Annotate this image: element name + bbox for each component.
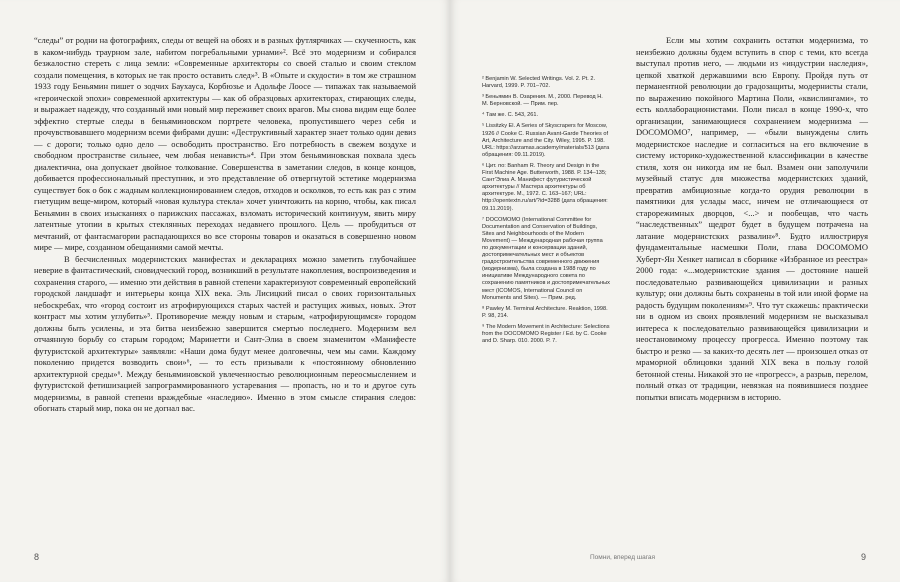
- footnote-5: ⁵ Lissitzky El. A Series of Skyscrapers for Moscow, 1926 // Cooke C. Russian Avant-Garde Theories of Art, Architecture and the City. Wiley, 1995. P. 198. URL: https://arzamas.academy/materials/513 (дата обращения: 09.11.2019).: [482, 123, 610, 158]
- footnote-2: ² Benjamin W. Selected Writings. Vol. 2. Pt. 2. Harvard, 1999. P. 701–702.: [482, 76, 596, 90]
- running-head: Помни, вперед шагая: [590, 554, 656, 561]
- right-page: [450, 0, 900, 582]
- footnote-3: ³ Беньямин В. Озарения. М., 2000. Перевод Н. М. Берновской. — Прим. пер.: [482, 94, 603, 108]
- left-paragraph-2: В бесчисленных модернистских манифестах и декларациях можно заметить глубочайшее неверие в фантастический, сновидческий город, возникший в результате накопления, воспроизведения и сохранения старого, — именно эти действия в равной степени характеризуют современный европейский городской ландшафт и интерьеры конца XIX века. Эль Лисицкий писал о своих горизонтальных небоскребах, что «город состоит из атрофирующихся старых частей и растущих живых, новых. Этот контраст мы хотим углубить»⁵. Противоречие между новым и старым, «атрофирующимся» городом должны быть усилены, и эта битва неизбежно завершится смертью последнего. Модернизм вел отчаянную борьбу со старым городом; Маринетти и Сант-Элиа в своем знаменитом «Манифесте футуристской архитектуры» заявляли: «Наши дома будут менее долговечны, чем мы сами. Каждому поколению придется возводить свои»⁶, — то есть призывали к «постоянному обновлению архитектурной среды»⁶. Между беньяминовской увлеченностью революционным переосмыслением и футуристской фетишизацией запрограммированного устаревания — пропасть, но и то и другое суть модернизмы, в равной степени враждебные «наследию». Именно в этом смысле стирания следов: обогнать старый мир, пока он не догнал вас.: [34, 253, 416, 413]
- footnote-9: ⁹ The Modern Movement in Architecture: Selections from the DOCOMOMO Register / Ed. by C. Cooke and D. Sharp. 010. 2000. P. 7.: [482, 323, 610, 345]
- left-paragraph-1: “следы” от родни на фотографиях, следы от вещей на обоях и в разных футлярчиках — скученность, как в каком-нибудь траурном зале, набитом погребальными урнами»². Всё это модернизм и собирался безжалостно стереть с лица земли: «Современные архитекторы со своей сталью и своим стеклом создали помещения, в которых не так просто оставить след»³. В «Опыте и скудости» в том же страшном 1933 году Беньямин пишет о зодчих Баухауса, Корбюзье и Адольфе Лоосе — типажах так называемой «героической эпохи» современной архитектуры — как об образцовых архитекторах, стирающих следы, и выражает надежду, что созданный ими новый мир переживет своих врагов. Мы снова видим еще более эффектно стертые следы в беньяминовском портрете человека, пропустившего через себя и прочувствовавшего модернизм всеми фибрами души: «Деструктивный характер знает только один девиз — с дороги; только одно дело — освободить пространство. Его потребность в свежем воздухе и свободном пространстве сильнее, чем любая ненависть»⁴. При этом беньяминовская похвала здесь диалектична, она допускает двойное толкование. Совершенства в заметании следов, в конце концов, добивается профессиональный преступник, и это представление об отвергнутой эстетике модернизма существует бок о бок с жадным коллекционированием следов, отходов и осколков, то есть как раз с этим гнетущим веще-миром, который «новая культура стекла» хочет уничтожить на корню, чтобы, как писал Беньямин в своих изысканиях о парижских пассажах, взломать исторический континуум, явить миру латентные утопии в крытых стеклянных переходах недавнего прошлого. Цель — пробудиться от мечтаний, от фантасмагории распадающихся во все стороны товаров и оказаться в совершенно новом мире — мире, созданном обещаниями самой мечты.: [34, 35, 416, 252]
- left-body-text: [34, 35, 416, 415]
- footnote-8: ⁸ Pawley M. Terminal Architecture. Reaktion, 1998. P. 98, 214.: [482, 305, 608, 319]
- right-paragraph-1: Если мы хотим сохранить остатки модернизма, то неизбежно должны будем вступить в спор с теми, кто всегда выступал против него, — людьми из «индустрии наследия», цепкой хваткой державшими всю Европу. Пройдя путь от перманентной революции до градозащиты, модернисты стали, по выражению покойного Мартина Поли, «квислингами», то есть коллаборационистами. Поли писал в конце 1990-х, что организации, занимающиеся сохранением модернизма — DOCOMOMO⁷, например, — «были вынуждены слить модернистское наследие и согласиться на его включение в систему историко-художественной классификации в качестве стиля, хотя он никогда им не был. Взамен они заполучили музейный статус для множества модернистских зданий, превратив амбициозные когда-то орудия революции в памятники для услады масс, ничем не отличающиеся от старорежимных дворцов, <...> и пообещав, что часть “наследственных” щедрот будет в будущем потрачена на латание модернистских развалин»⁸. Будто иллюстрируя фундаментальные насмешки Поли, глава DOCOMOMO Хуберт-Ян Хенкет написал в сборнике «Избранное из реестра» 2000 года: «...модернистские здания — достояние нашей последовательно развивающейся цивилизации и разных культур; они должны быть сохранены в той или иной форме на радость будущим поколениям»⁹. Что тут скажешь: практически ни в одном из своих проявлений модернизм не высказывал интереса к последовательно развивающейся цивилизации и неостановимому процессу прогресса. Именно поэтому так быстро и резко — за каких-то десять лет — произошел отказ от мраморной облицовки зданий XIX века в пользу голой бетонной стены. Никакой это не «прогресс», а разрыв, перелом, полный отказ от традиции, невязкая на появившиеся позднее попытки вписать модернизм в историю.: [636, 35, 868, 402]
- footnote-4: ⁴ Там же. С. 543, 261.: [482, 112, 539, 119]
- footnote-7: ⁷ DOCOMOMO (International Committee for Documentation and Conservation of Buildings, Sites and Neighbourhoods of the Modern Movement) — Международная рабочая группа по документации и консервации зданий, достопримечательных мест и объектов градостроительства современного движения (модернизма), была создана в 1988 году по инициативе Международного совета по сохранению памятников и достопримечательных мест (ICOMOS, International Council on Monuments and Sites). — Прим. ред.: [482, 216, 610, 301]
- page-number-left: 8: [34, 552, 40, 562]
- right-body-text: [636, 35, 868, 403]
- footnote-6: ⁶ Цит. по: Banham R. Theory and Design in the First Machine Age. Butterworth, 1988. P. 134–135; Сант'Элиа А. Манифест футуристической архитектуры // Мастера архитектуры об архитектуре. М., 1972. С. 163–167; URL: http://opentextn.ru/art/?id=3288 (дата обращения: 09.11.2019).: [482, 162, 608, 212]
- footnotes-column: [482, 76, 610, 349]
- page-number-right: 9: [860, 552, 866, 562]
